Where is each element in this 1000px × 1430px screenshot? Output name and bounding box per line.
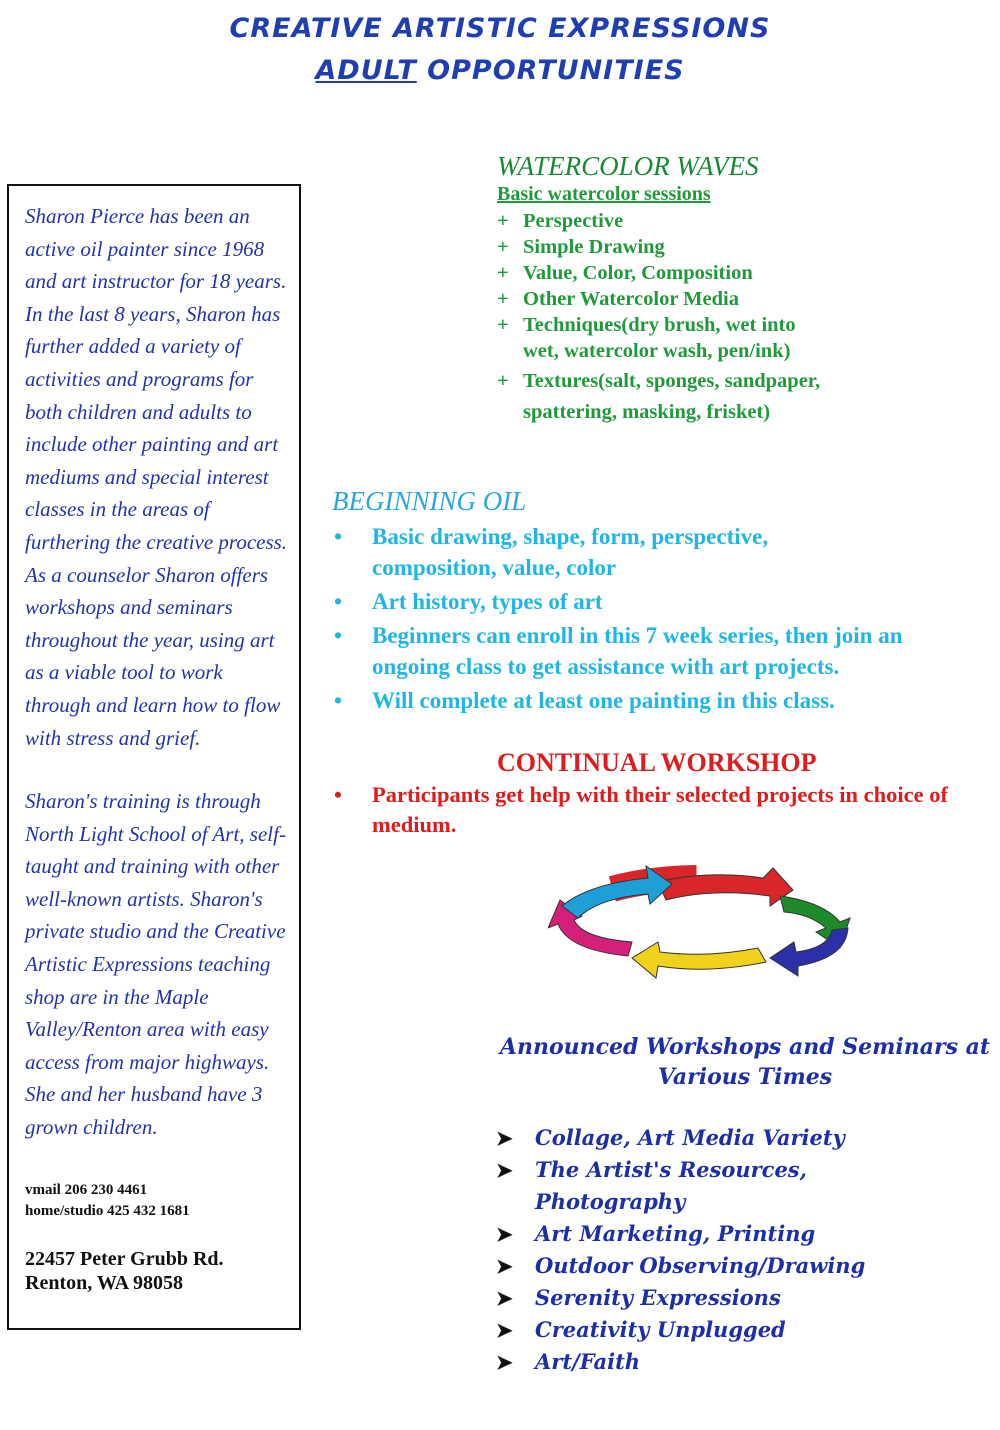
list-item: + Value, Color, Composition bbox=[497, 260, 893, 286]
list-item-label: Serenity Expressions bbox=[535, 1285, 781, 1310]
beginning-oil-list bbox=[332, 521, 982, 716]
cycle-arrows-icon bbox=[548, 862, 858, 982]
list-item bbox=[490, 1314, 1000, 1346]
watercolor-list bbox=[497, 208, 893, 428]
arrow-bullet-icon: ➤ bbox=[496, 1126, 513, 1150]
watercolor-subtitle: Basic watercolor sessions bbox=[497, 183, 711, 205]
vmail-number: vmail 206 230 4461 bbox=[25, 1181, 148, 1198]
list-item bbox=[490, 1122, 1000, 1154]
continual-workshop-title: CONTINUAL WORKSHOP bbox=[497, 748, 817, 777]
beginning-oil-section bbox=[332, 484, 982, 719]
address-line-1: 22457 Peter Grubb Rd. bbox=[25, 1247, 224, 1270]
list-item: + Other Watercolor Media bbox=[497, 286, 893, 312]
header-subtitle bbox=[0, 50, 1000, 92]
announced-title: Announced Workshops and Seminars at Various Times bbox=[499, 1034, 991, 1090]
list-item bbox=[490, 1250, 1000, 1282]
announced-list bbox=[490, 1122, 1000, 1378]
header-subtitle-underlined: ADULT bbox=[315, 55, 417, 86]
list-item bbox=[490, 1154, 865, 1218]
list-item: + Techniques(dry brush, wet into wet, watercolor wash, pen/ink) bbox=[497, 312, 813, 364]
list-item bbox=[490, 1282, 1000, 1314]
address-line-2: Renton, WA 98058 bbox=[25, 1271, 183, 1294]
list-item: + Perspective bbox=[497, 208, 893, 234]
watercolor-section bbox=[497, 150, 893, 428]
bio-paragraph-2: Sharon's training is through North Light School of Art, self-taught and training with other well-known artists. Sharon's private studio and the Creative Artistic Expressions teaching shop are in the Maple Valley/Renton area with easy access from major highways. She and her husband have 3 grown children. bbox=[25, 789, 286, 1140]
list-item: • Participants get help with their selected projects in choice of medium. bbox=[332, 780, 982, 840]
list-item-label: Outdoor Observing/Drawing bbox=[535, 1253, 866, 1278]
arrow-bullet-icon: ➤ bbox=[496, 1318, 513, 1342]
studio-number: home/studio 425 432 1681 bbox=[25, 1202, 190, 1219]
cycle-arrow-blue bbox=[770, 928, 848, 976]
list-item: • Basic drawing, shape, form, perspective, composition, value, color bbox=[332, 521, 892, 583]
list-item-label: The Artist's Resources, Photography bbox=[535, 1157, 807, 1214]
list-item-label: Creativity Unplugged bbox=[535, 1317, 786, 1342]
list-item-label: Collage, Art Media Variety bbox=[535, 1125, 845, 1150]
list-item: • Beginners can enroll in this 7 week series, then join an ongoing class to get assistance with art projects. bbox=[332, 620, 982, 682]
continual-workshop-list bbox=[332, 780, 982, 840]
cycle-arrow-yellow bbox=[632, 942, 766, 978]
arrow-bullet-icon: ➤ bbox=[496, 1222, 513, 1246]
list-item: • Art history, types of art bbox=[332, 586, 982, 617]
bio-paragraph-1: Sharon Pierce has been an active oil painter since 1968 and art instructor for 18 years. In the last 8 years, Sharon has further added a variety of activities and programs for both children and adults to include other painting and art mediums and special interest classes in the areas of furthering the creative process. As a counselor Sharon offers workshops and seminars throughout the year, using art as a viable tool to work through and learn how to flow with stress and grief. bbox=[25, 204, 288, 750]
beginning-oil-title: BEGINNING OIL bbox=[332, 486, 527, 516]
header-title: CREATIVE ARTISTIC EXPRESSIONS bbox=[229, 13, 771, 44]
arrow-bullet-icon: ➤ bbox=[496, 1158, 513, 1182]
contact-numbers bbox=[25, 1180, 289, 1222]
bio-box bbox=[7, 184, 301, 1330]
cycle-arrow-cyan bbox=[562, 866, 672, 918]
list-item: • Will complete at least one painting in this class. bbox=[332, 685, 982, 716]
list-item-label: Art Marketing, Printing bbox=[535, 1221, 816, 1246]
address bbox=[25, 1247, 289, 1295]
arrow-bullet-icon: ➤ bbox=[496, 1286, 513, 1310]
arrow-bullet-icon: ➤ bbox=[496, 1254, 513, 1278]
page-header bbox=[0, 8, 1000, 92]
list-item bbox=[490, 1346, 1000, 1378]
list-item-label: Art/Faith bbox=[535, 1349, 641, 1374]
arrow-bullet-icon: ➤ bbox=[496, 1350, 513, 1374]
announced-section bbox=[490, 1032, 1000, 1378]
watercolor-title: WATERCOLOR WAVES bbox=[497, 151, 759, 181]
list-item: + Textures(salt, sponges, sandpaper, spattering, masking, frisket) bbox=[497, 366, 893, 428]
list-item: + Simple Drawing bbox=[497, 234, 893, 260]
continual-workshop-section bbox=[332, 746, 982, 840]
list-item bbox=[490, 1218, 1000, 1250]
header-subtitle-rest: OPPORTUNITIES bbox=[416, 55, 685, 86]
